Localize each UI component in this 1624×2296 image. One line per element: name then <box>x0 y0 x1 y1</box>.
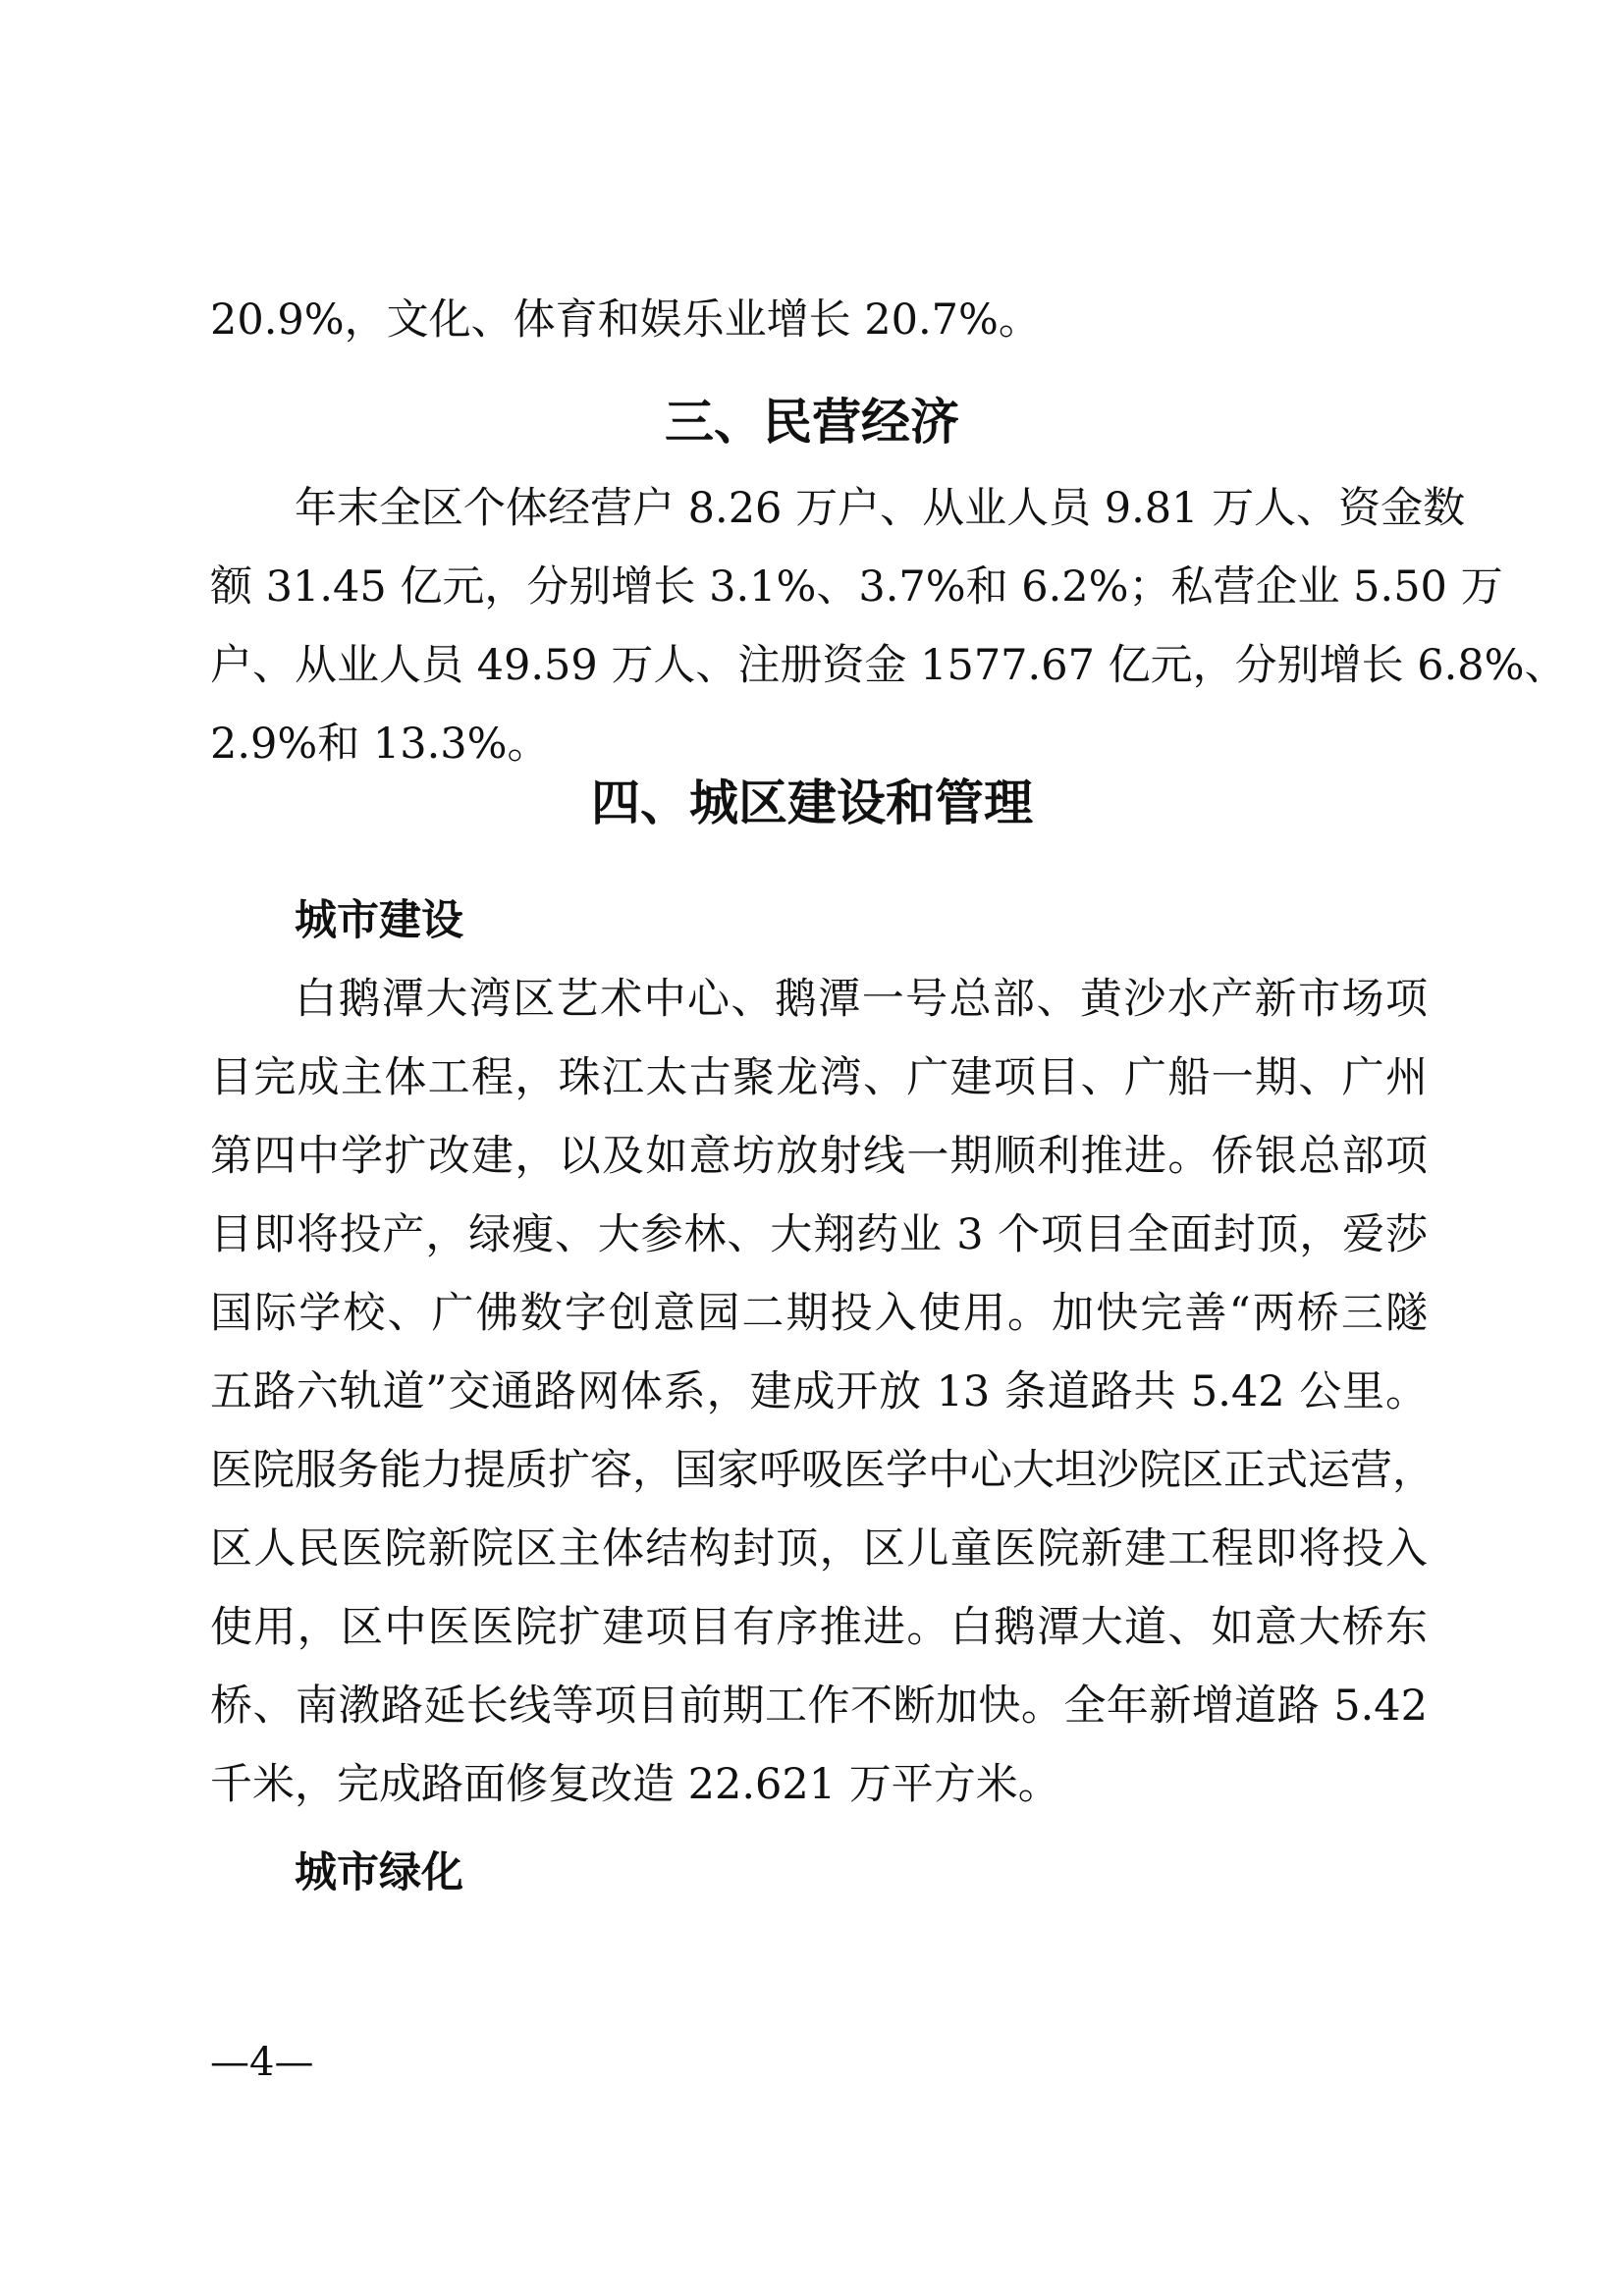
text-line: 白鹅潭大湾区艺术中心、鹅潭一号总部、黄沙水产新市场项 <box>295 975 1428 1024</box>
section-heading-4: 四、城区建设和管理 <box>591 774 1033 831</box>
page-number: —4— <box>210 2040 314 2085</box>
text-line: 千米，完成路面修复改造 22.621 万平方米。 <box>210 1760 1060 1809</box>
subheading-urban-construction: 城市建设 <box>295 896 463 945</box>
text-line: 区人民医院新院区主体结构封顶，区儿童医院新建工程即将投入 <box>210 1524 1428 1574</box>
text-line: 户、从业人员 49.59 万人、注册资金 1577.67 亿元，分别增长 6.8%、 <box>210 641 1567 690</box>
subheading-urban-greening: 城市绿化 <box>295 1848 463 1897</box>
text-line: 额 31.45 亿元，分别增长 3.1%、3.7%和 6.2%；私营企业 5.50 万 <box>210 562 1503 612</box>
text-line: 第四中学扩改建，以及如意坊放射线一期顺利推进。侨银总部项 <box>210 1132 1428 1181</box>
text-line: 桥、南漖路延长线等项目前期工作不断加快。全年新增道路 5.42 <box>210 1682 1428 1731</box>
text-line: 2.9%和 13.3%。 <box>210 720 550 769</box>
text-line: 国际学校、广佛数字创意园二期投入使用。加快完善“两桥三隧 <box>210 1289 1428 1338</box>
text-line: 五路六轨道”交通路网体系，建成开放 13 条道路共 5.42 公里。 <box>210 1367 1428 1416</box>
text-line: 年末全区个体经营户 8.26 万户、从业人员 9.81 万人、资金数 <box>295 484 1466 533</box>
text-line: 20.9%，文化、体育和娱乐业增长 20.7%。 <box>210 295 1041 345</box>
section-heading-3: 三、民营经济 <box>665 394 959 451</box>
text-line: 医院服务能力提质扩容，国家呼吸医学中心大坦沙院区正式运营， <box>210 1446 1435 1495</box>
text-line: 目完成主体工程，珠江太古聚龙湾、广建项目、广船一期、广州 <box>210 1053 1428 1102</box>
text-line: 目即将投产，绿瘦、大参林、大翔药业 3 个项目全面封顶，爱莎 <box>210 1210 1428 1259</box>
text-line: 使用，区中医医院扩建项目有序推进。白鹅潭大道、如意大桥东 <box>210 1603 1428 1652</box>
